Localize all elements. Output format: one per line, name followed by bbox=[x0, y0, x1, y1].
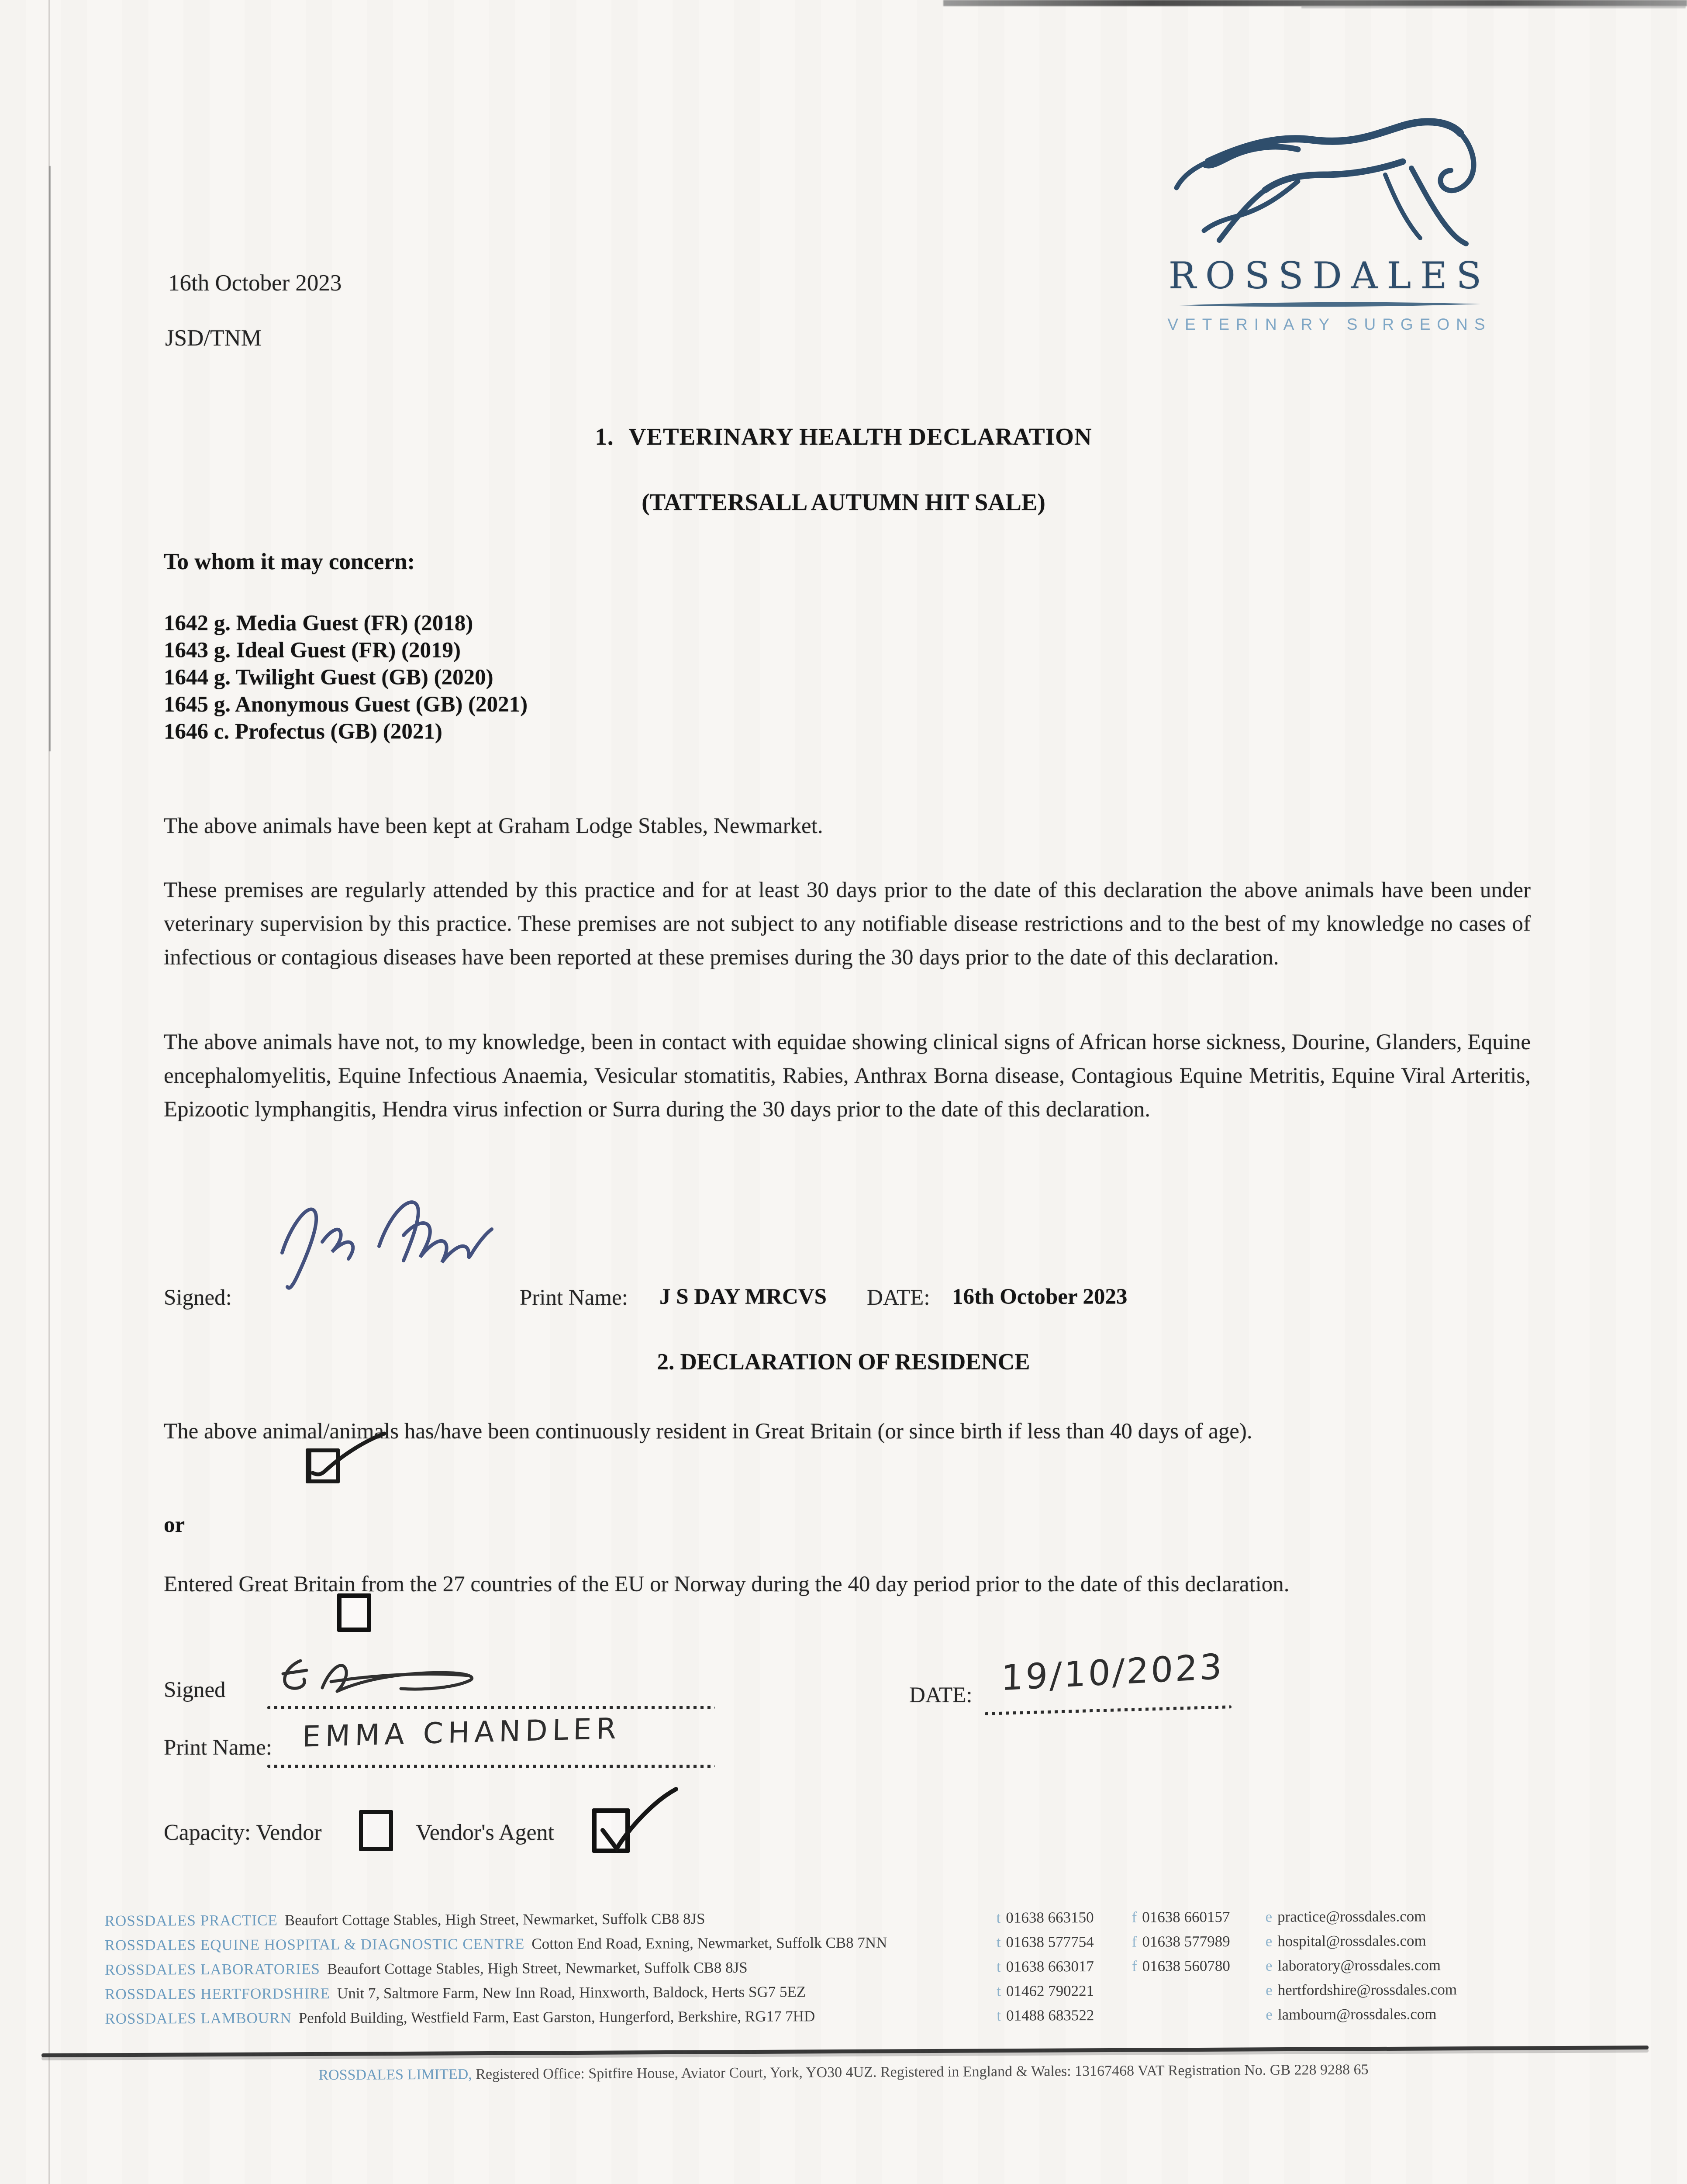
telephone-prefix: t bbox=[996, 1909, 1001, 1926]
entered-checkbox bbox=[337, 1593, 371, 1632]
reference-code: JSD/TNM bbox=[165, 325, 262, 351]
footer-separator-line bbox=[41, 2046, 1649, 2057]
footer-office-list bbox=[105, 1907, 1590, 2035]
print-name-value-2-handwritten: EMMA CHANDLER bbox=[302, 1711, 621, 1754]
date-value-1: 16th October 2023 bbox=[952, 1285, 1128, 1309]
office-fax bbox=[1132, 1908, 1230, 1926]
telephone-prefix: t bbox=[996, 1958, 1001, 1975]
telephone-number: 01638 663150 bbox=[1006, 1909, 1094, 1926]
telephone-number: 01488 683522 bbox=[1006, 2007, 1094, 2024]
animal-list-item: 1645 g. Anonymous Guest (GB) (2021) bbox=[164, 692, 528, 717]
telephone-number: 01638 663017 bbox=[1006, 1958, 1094, 1975]
animal-list bbox=[164, 610, 528, 745]
signature-dotted-line bbox=[267, 1706, 715, 1709]
office-telephone bbox=[997, 1909, 1094, 1927]
signed-label-1: Signed: bbox=[164, 1286, 232, 1310]
date-dotted-line bbox=[985, 1705, 1232, 1715]
email-prefix: e bbox=[1266, 1981, 1273, 1999]
office-name: ROSSDALES LAMBOURN bbox=[105, 2009, 292, 2027]
letter-date: 16th October 2023 bbox=[168, 270, 342, 296]
email-prefix: e bbox=[1265, 1932, 1273, 1950]
registered-office-details: Registered Office: Spitfire House, Aviator Court, York, YO30 4UZ. Registered in England & Wales: 13167468 VAT Registration No. GB 228 9288 65 bbox=[472, 2061, 1369, 2083]
leaping-horse-icon bbox=[1167, 109, 1492, 253]
scan-artifact-top-streak bbox=[943, 0, 1687, 6]
office-email bbox=[1266, 1981, 1457, 1999]
office-email bbox=[1266, 1956, 1441, 1974]
print-name-label-2: Print Name: bbox=[164, 1735, 272, 1760]
print-name-dotted-line bbox=[267, 1765, 715, 1768]
office-telephone bbox=[997, 1958, 1094, 1976]
vendor-agent-checkbox-tick bbox=[590, 1783, 686, 1857]
email-address: hospital@rossdales.com bbox=[1277, 1932, 1426, 1950]
resident-checkbox-tick bbox=[300, 1428, 392, 1489]
email-address: practice@rossdales.com bbox=[1277, 1908, 1426, 1925]
office-fax bbox=[1132, 1933, 1230, 1951]
option-entered-text: Entered Great Britain from the 27 countries of the EU or Norway during the 40 day period prior to the date of this declaration. bbox=[164, 1572, 1290, 1597]
telephone-prefix: t bbox=[997, 1982, 1001, 2000]
telephone-prefix: t bbox=[996, 1933, 1001, 1951]
email-address: laboratory@rossdales.com bbox=[1277, 1956, 1441, 1974]
paragraph-premises: These premises are regularly attended by this practice and for at least 30 days prior to the date of this declaration the above animals have been under veterinary supervision by this practice. These premises are not subject to any notifiable disease restrictions and to the best of my knowledge no cases of infectious or contagious diseases have been reported at these premises during the 30 days prior to the date of this declaration. bbox=[164, 878, 1531, 970]
email-prefix: e bbox=[1266, 2006, 1273, 2023]
logo-swoosh-line bbox=[1167, 301, 1492, 308]
animal-list-item: 1646 c. Profectus (GB) (2021) bbox=[164, 719, 442, 744]
date-label-1: DATE: bbox=[867, 1286, 930, 1310]
email-address: hertfordshire@rossdales.com bbox=[1277, 1981, 1457, 1999]
section1-title bbox=[0, 423, 1687, 450]
logo-tagline-text: VETERINARY SURGEONS bbox=[1167, 315, 1492, 333]
telephone-prefix: t bbox=[997, 2007, 1001, 2024]
paragraph-kept-at: The above animals have been kept at Graham Lodge Stables, Newmarket. bbox=[164, 814, 823, 838]
email-prefix: e bbox=[1265, 1957, 1273, 1974]
animal-list-item: 1644 g. Twilight Guest (GB) (2020) bbox=[164, 665, 493, 690]
option-resident-text: The above animal/animals has/have been continuously resident in Great Britain (or since birth if less than 40 days of age). bbox=[164, 1419, 1252, 1444]
vendor-agent-label: Vendor's Agent bbox=[416, 1820, 555, 1845]
fax-prefix: f bbox=[1132, 1957, 1137, 1975]
footer-office-row bbox=[105, 2005, 1590, 2035]
salutation: To whom it may concern: bbox=[164, 549, 415, 574]
fax-number: 01638 577989 bbox=[1142, 1932, 1230, 1950]
fax-prefix: f bbox=[1132, 1933, 1137, 1950]
section1-number: 1. bbox=[595, 423, 614, 450]
section2-title: 2. DECLARATION OF RESIDENCE bbox=[657, 1349, 1030, 1375]
vet-signature bbox=[270, 1187, 519, 1292]
office-address: Penfold Building, Westfield Farm, East Garston, Hungerford, Berkshire, RG17 7HD bbox=[298, 2008, 815, 2027]
or-label: or bbox=[164, 1513, 185, 1537]
animal-list-item: 1643 g. Ideal Guest (FR) (2019) bbox=[164, 638, 461, 663]
office-name: ROSSDALES HERTFORDSHIRE bbox=[105, 1985, 331, 2003]
office-telephone bbox=[997, 1982, 1094, 2000]
registered-company-name: ROSSDALES LIMITED, bbox=[318, 2066, 472, 2084]
telephone-number: 01462 790221 bbox=[1006, 1982, 1094, 2000]
office-address: Beaufort Cottage Stables, High Street, Newmarket, Suffolk CB8 8JS bbox=[327, 1959, 748, 1978]
logo-brand-text: ROSSDALES bbox=[1168, 254, 1491, 297]
section1-title-text: VETERINARY HEALTH DECLARATION bbox=[628, 423, 1092, 450]
email-address: lambourn@rossdales.com bbox=[1277, 2005, 1437, 2023]
section1-subtitle: (TATTERSALL AUTUMN HIT SALE) bbox=[642, 489, 1045, 515]
office-name: ROSSDALES LABORATORIES bbox=[104, 1960, 321, 1978]
office-address: Beaufort Cottage Stables, High Street, Newmarket, Suffolk CB8 8JS bbox=[284, 1910, 705, 1929]
print-name-value-1: J S DAY MRCVS bbox=[659, 1285, 827, 1309]
office-email bbox=[1266, 1932, 1426, 1950]
registered-office-line bbox=[0, 2060, 1687, 2085]
rossdales-logo bbox=[1167, 109, 1492, 334]
animal-list-item: 1642 g. Media Guest (FR) (2018) bbox=[164, 611, 473, 636]
office-name: ROSSDALES PRACTICE bbox=[104, 1911, 278, 1929]
office-address: Unit 7, Saltmore Farm, New Inn Road, Hinxworth, Baldock, Herts SG7 5EZ bbox=[337, 1983, 806, 2002]
scan-artifact-top-streak-2 bbox=[1301, 6, 1686, 8]
telephone-number: 01638 577754 bbox=[1006, 1933, 1094, 1951]
paragraph-no-contact: The above animals have not, to my knowledge, been in contact with equidae showing clinical signs of African horse sickness, Dourine, Glanders, Equine encephalomyelitis, Equine Infectious Anaemia, Vesicular stomatitis, Rabies, Anthrax Borna disease, Contagious Equine Metritis, Equine Viral Arteritis, Epizootic lymphangitis, Hendra virus infection or Surra during the 30 days prior to the date of this declaration. bbox=[164, 1030, 1531, 1122]
fax-number: 01638 560780 bbox=[1142, 1957, 1230, 1975]
office-email bbox=[1266, 1908, 1426, 1925]
fax-prefix: f bbox=[1132, 1908, 1137, 1926]
office-email bbox=[1266, 2005, 1436, 2023]
office-address: Cotton End Road, Exning, Newmarket, Suffolk CB8 7NN bbox=[531, 1934, 887, 1952]
office-telephone bbox=[997, 2007, 1094, 2025]
fax-number: 01638 660157 bbox=[1142, 1908, 1230, 1926]
office-fax bbox=[1132, 1957, 1230, 1975]
scan-artifact-left-edge-dark bbox=[49, 166, 51, 751]
vendor-checkbox bbox=[359, 1810, 393, 1851]
date-label-2: DATE: bbox=[909, 1683, 973, 1707]
capacity-vendor-label: Capacity: Vendor bbox=[164, 1820, 322, 1845]
office-telephone bbox=[997, 1933, 1094, 1951]
date-value-2-handwritten: 19/10/2023 bbox=[1000, 1646, 1225, 1699]
vendor-agent-signature bbox=[270, 1643, 523, 1709]
print-name-label-1: Print Name: bbox=[520, 1286, 628, 1310]
office-name: ROSSDALES EQUINE HOSPITAL & DIAGNOSTIC CENTRE bbox=[104, 1935, 525, 1954]
email-prefix: e bbox=[1265, 1908, 1273, 1925]
signed-label-2: Signed bbox=[164, 1678, 226, 1702]
